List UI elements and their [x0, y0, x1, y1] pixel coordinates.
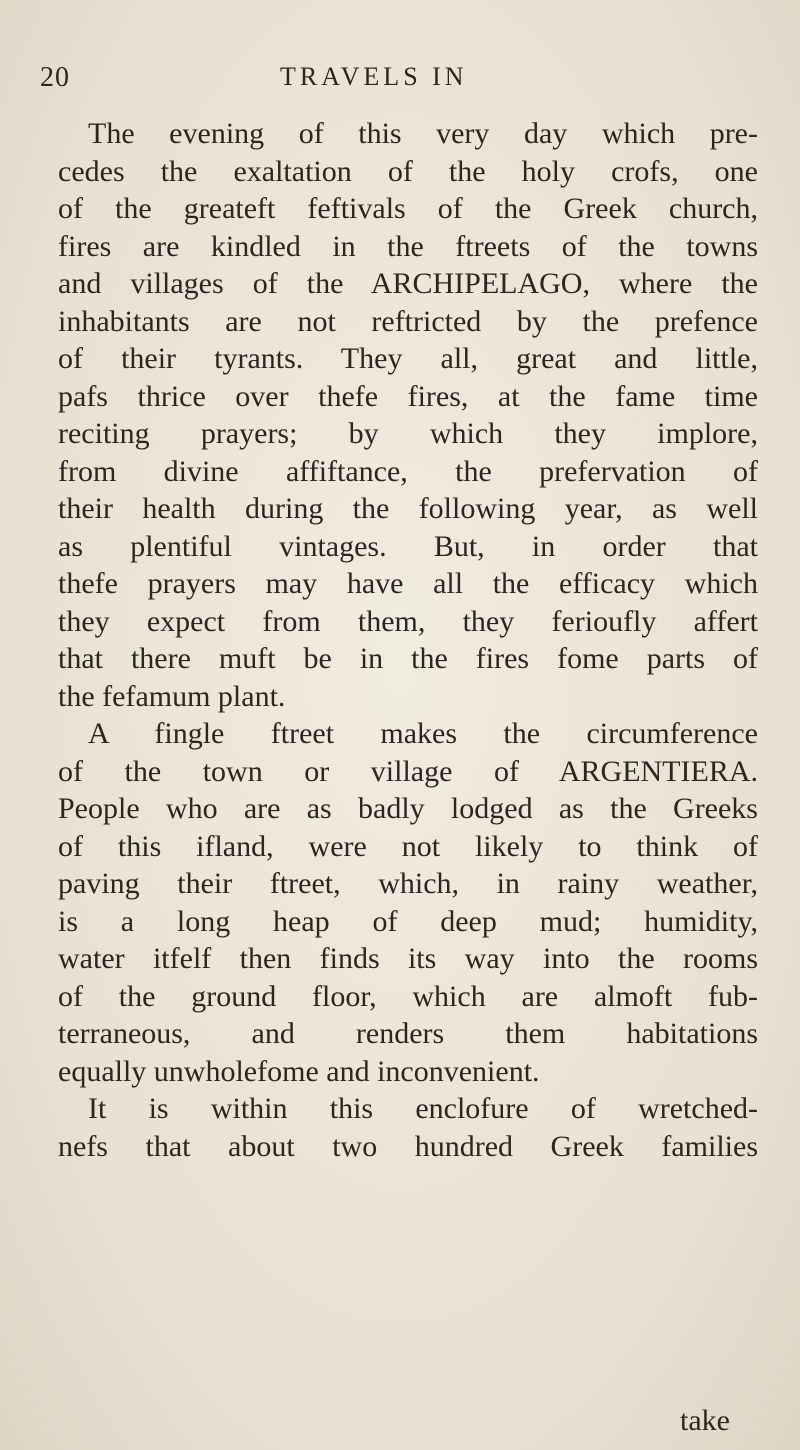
page-number: 20: [40, 62, 70, 93]
text-line: It is within this enclofure of wretched-: [88, 1092, 758, 1125]
text-line: paving their ftreet, which, in rainy weather,: [58, 867, 758, 900]
text-line: nefs that about two hundred Greek families: [58, 1129, 758, 1163]
text-line: and villages of the ARCHIPELAGO, where the: [58, 267, 758, 300]
text-line: water itfelf then finds its way into the rooms: [58, 942, 758, 975]
body-text: [58, 115, 758, 1165]
text-line: of the town or village of ARGENTIERA.: [58, 754, 758, 788]
text-line: their health during the following year, as well: [58, 492, 758, 525]
text-line: People who are as badly lodged as the Greeks: [58, 792, 758, 825]
text-line: from divine affiftance, the prefervation of: [58, 454, 758, 488]
text-line: they expect from them, they ferioufly affert: [58, 604, 758, 638]
text-line: terraneous, and renders them habitations: [58, 1017, 758, 1050]
text-line: cedes the exaltation of the holy crofs, one: [58, 154, 758, 188]
text-line: of the greateft feftivals of the Greek church,: [58, 192, 758, 225]
text-line: is a long heap of deep mud; humidity,: [58, 904, 758, 938]
text-line: the fefamum plant.: [58, 679, 286, 713]
running-head: TRAVELS IN: [280, 62, 468, 91]
text-line: that there muft be in the fires fome parts of: [58, 642, 758, 675]
text-line: The evening of this very day which pre-: [88, 117, 758, 150]
text-line: pafs thrice over thefe fires, at the fame time: [58, 379, 758, 413]
text-line: A fingle ftreet makes the circumference: [88, 717, 758, 750]
text-line: as plentiful vintages. But, in order that: [58, 529, 758, 563]
text-line: inhabitants are not reftricted by the prefence: [58, 304, 758, 338]
text-line: fires are kindled in the ftreets of the towns: [58, 229, 758, 263]
text-line: equally unwholefome and inconvenient.: [58, 1054, 540, 1088]
page-header: [40, 62, 760, 102]
text-line: thefe prayers may have all the efficacy which: [58, 567, 758, 600]
text-line: of the ground floor, which are almoft fub-: [58, 979, 758, 1013]
text-line: of this ifland, were not likely to think of: [58, 829, 758, 863]
text-line: of their tyrants. They all, great and little,: [58, 342, 758, 375]
text-line: reciting prayers; by which they implore,: [58, 417, 758, 450]
catchword: take: [680, 1404, 730, 1437]
